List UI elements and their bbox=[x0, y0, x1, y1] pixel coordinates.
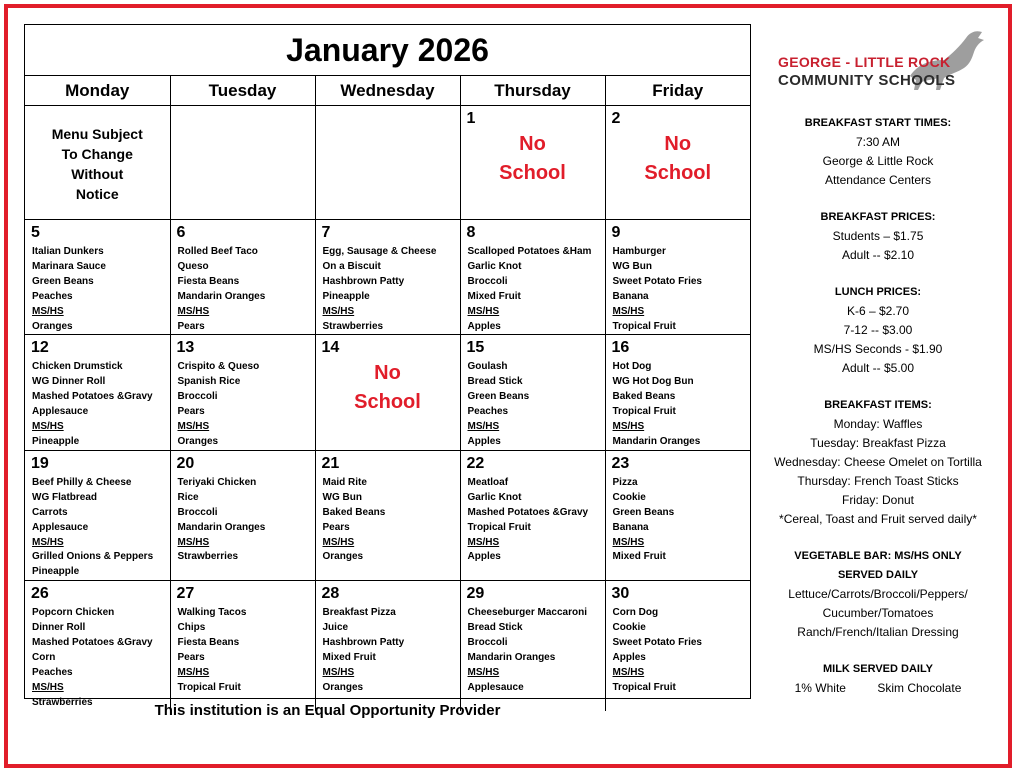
menu-item: Crispito & Queso bbox=[177, 361, 260, 373]
day-cell bbox=[170, 450, 315, 580]
menu-item: Oranges bbox=[322, 681, 364, 693]
menu-items bbox=[178, 245, 315, 334]
no-school-label bbox=[606, 130, 751, 188]
weekday-friday: Friday bbox=[605, 76, 750, 106]
day-cell bbox=[25, 450, 170, 580]
menu-item: Broccoli bbox=[177, 391, 218, 403]
day-number: 15 bbox=[466, 339, 485, 357]
ms-hs-label: MS/HS bbox=[467, 305, 500, 317]
day-cell bbox=[605, 335, 750, 450]
week-row bbox=[25, 581, 750, 711]
day-cell bbox=[170, 106, 315, 220]
menu-item: Apples bbox=[612, 651, 646, 663]
info-line: K-6 – $2.70 bbox=[846, 304, 910, 318]
menu-item: Tropical Fruit bbox=[612, 320, 676, 332]
menu-item: Baked Beans bbox=[322, 506, 386, 518]
milk-option: 1% White bbox=[794, 681, 846, 695]
info-line: Wednesday: Cheese Omelet on Tortilla bbox=[774, 455, 982, 469]
day-number: 30 bbox=[611, 585, 630, 603]
menu-item: Hashbrown Patty bbox=[322, 637, 405, 649]
menu-items bbox=[613, 245, 751, 334]
menu-item: Strawberries bbox=[322, 320, 384, 332]
menu-item: Breakfast Pizza bbox=[322, 607, 396, 619]
weekday-header-row bbox=[25, 76, 750, 106]
no-school-line: School bbox=[499, 162, 566, 184]
menu-items bbox=[613, 360, 751, 449]
menu-item: Mandarin Oranges bbox=[612, 435, 701, 447]
info-section bbox=[760, 396, 996, 529]
info-line: Adult -- $5.00 bbox=[841, 361, 915, 375]
menu-item: Peaches bbox=[467, 406, 509, 418]
equal-opportunity-footer bbox=[24, 702, 751, 720]
menu-item: Broccoli bbox=[467, 637, 508, 649]
info-heading: VEGETABLE BAR: MS/HS ONLY bbox=[794, 550, 962, 562]
menu-item: Sweet Potato Fries bbox=[612, 637, 702, 649]
info-heading: BREAKFAST PRICES: bbox=[820, 211, 936, 223]
menu-item: Hashbrown Patty bbox=[322, 275, 405, 287]
menu-items bbox=[178, 606, 315, 695]
day-cell bbox=[315, 335, 460, 450]
school-logo bbox=[760, 24, 996, 96]
no-school-line: No bbox=[519, 133, 546, 155]
menu-item: Tropical Fruit bbox=[467, 521, 531, 533]
menu-item: Mixed Fruit bbox=[467, 290, 521, 302]
day-cell bbox=[170, 220, 315, 335]
ms-hs-label: MS/HS bbox=[612, 421, 645, 433]
menu-item: Apples bbox=[467, 551, 501, 563]
menu-items bbox=[613, 606, 751, 695]
menu-item: Chicken Drumstick bbox=[32, 361, 123, 373]
week-row bbox=[25, 335, 750, 450]
menu-item: Broccoli bbox=[467, 275, 508, 287]
footer-text: This institution is an Equal Opportunity Provider bbox=[154, 702, 501, 719]
menu-items bbox=[178, 476, 315, 565]
menu-item: Mashed Potatoes &Gravy bbox=[32, 391, 153, 403]
day-number: 27 bbox=[176, 585, 195, 603]
info-heading: BREAKFAST ITEMS: bbox=[824, 399, 932, 411]
menu-item: Oranges bbox=[322, 551, 364, 563]
ms-hs-label: MS/HS bbox=[467, 536, 500, 548]
menu-item: Applesauce bbox=[32, 406, 89, 418]
menu-items bbox=[468, 245, 605, 334]
info-line: Tuesday: Breakfast Pizza bbox=[810, 436, 946, 450]
menu-item: Maid Rite bbox=[322, 476, 367, 488]
info-line: MS/HS Seconds - $1.90 bbox=[813, 342, 943, 356]
day-number: 14 bbox=[321, 339, 340, 357]
calendar-grid bbox=[25, 76, 750, 711]
menu-item: Chips bbox=[177, 622, 206, 634]
menu-item: Green Beans bbox=[467, 391, 530, 403]
menu-items bbox=[323, 245, 460, 334]
menu-item: Pineapple bbox=[32, 566, 80, 578]
ms-hs-label: MS/HS bbox=[32, 305, 64, 317]
info-line: Ranch/French/Italian Dressing bbox=[797, 625, 959, 639]
menu-item: Oranges bbox=[32, 320, 73, 332]
info-section bbox=[760, 208, 996, 265]
ms-hs-label: MS/HS bbox=[32, 536, 64, 548]
info-line: Lettuce/Carrots/Broccoli/Peppers/ bbox=[788, 587, 968, 601]
menu-item: Mandarin Oranges bbox=[177, 521, 266, 533]
day-number: 26 bbox=[31, 585, 49, 603]
day-cell bbox=[605, 581, 750, 711]
week-row bbox=[25, 106, 750, 220]
info-sidebar bbox=[760, 24, 996, 698]
menu-item: Mandarin Oranges bbox=[177, 290, 266, 302]
menu-item: Cheeseburger Maccaroni bbox=[467, 607, 587, 619]
menu-items bbox=[323, 476, 460, 565]
info-section bbox=[760, 283, 996, 378]
ms-hs-label: MS/HS bbox=[177, 421, 210, 433]
ms-hs-label: MS/HS bbox=[322, 305, 355, 317]
menu-item: WG Bun bbox=[322, 491, 362, 503]
menu-item: Baked Beans bbox=[612, 391, 676, 403]
menu-item: Garlic Knot bbox=[467, 260, 522, 272]
menu-items bbox=[468, 360, 605, 449]
menu-item: Pears bbox=[177, 651, 205, 663]
menu-item: WG Bun bbox=[612, 260, 652, 272]
ms-hs-label: MS/HS bbox=[32, 681, 64, 693]
menu-item: Bread Stick bbox=[467, 376, 523, 388]
menu-item: Beef Philly & Cheese bbox=[32, 476, 132, 488]
day-number: 5 bbox=[31, 224, 40, 241]
info-line: Students – $1.75 bbox=[832, 229, 924, 243]
no-school-line: School bbox=[354, 391, 421, 414]
info-line: *Cereal, Toast and Fruit served daily* bbox=[779, 512, 977, 526]
menu-item: Pineapple bbox=[32, 435, 80, 447]
menu-item: Green Beans bbox=[612, 506, 675, 518]
menu-item: Applesauce bbox=[32, 521, 89, 533]
menu-item: Banana bbox=[612, 290, 649, 302]
day-cell bbox=[605, 220, 750, 335]
day-number: 9 bbox=[611, 224, 621, 241]
menu-item: Marinara Sauce bbox=[32, 260, 106, 272]
milk-option: Skim Chocolate bbox=[877, 681, 962, 695]
notice-line: Menu Subject bbox=[51, 126, 143, 142]
menu-item: Strawberries bbox=[177, 551, 239, 563]
menu-item: Mashed Potatoes &Gravy bbox=[467, 506, 589, 518]
info-line: George & Little Rock bbox=[822, 154, 934, 168]
day-number: 29 bbox=[466, 585, 485, 603]
day-cell bbox=[25, 220, 170, 335]
ms-hs-label: MS/HS bbox=[322, 536, 355, 548]
day-number: 7 bbox=[321, 224, 331, 241]
weekday-wednesday: Wednesday bbox=[315, 76, 460, 106]
no-school-line: No bbox=[374, 362, 401, 385]
menu-items bbox=[468, 606, 605, 695]
menu-item: Tropical Fruit bbox=[612, 681, 676, 693]
ms-hs-label: MS/HS bbox=[467, 421, 500, 433]
menu-item: Pears bbox=[177, 406, 205, 418]
menu-item: Mandarin Oranges bbox=[467, 651, 556, 663]
menu-item: Italian Dunkers bbox=[32, 246, 104, 257]
day-cell bbox=[315, 450, 460, 580]
menu-item: Pears bbox=[177, 320, 205, 332]
menu-item: Walking Tacos bbox=[177, 607, 247, 619]
menu-items bbox=[178, 360, 315, 449]
menu-item: Peaches bbox=[32, 666, 73, 678]
menu-item: Garlic Knot bbox=[467, 491, 522, 503]
menu-item: Pears bbox=[322, 521, 350, 533]
no-school-label bbox=[461, 130, 605, 188]
menu-item: Mixed Fruit bbox=[612, 551, 666, 563]
menu-item: Strawberries bbox=[32, 696, 93, 708]
menu-item: Grilled Onions & Peppers bbox=[32, 551, 154, 563]
day-number: 20 bbox=[176, 454, 195, 472]
day-number: 22 bbox=[466, 454, 485, 472]
menu-item: WG Flatbread bbox=[32, 491, 98, 503]
week-row bbox=[25, 220, 750, 335]
info-section bbox=[760, 547, 996, 642]
weekday-monday: Monday bbox=[25, 76, 170, 106]
notice-line: Without bbox=[71, 166, 124, 182]
menu-items bbox=[613, 476, 751, 565]
menu-item: Goulash bbox=[467, 361, 508, 373]
menu-items bbox=[32, 245, 170, 334]
menu-item: Popcorn Chicken bbox=[32, 607, 115, 619]
ms-hs-label: MS/HS bbox=[612, 536, 645, 548]
logo-district-label: COMMUNITY SCHOOLS bbox=[778, 72, 956, 89]
day-cell bbox=[170, 335, 315, 450]
menu-items bbox=[32, 476, 170, 580]
day-number: 23 bbox=[611, 454, 630, 472]
menu-item: Fiesta Beans bbox=[177, 275, 240, 287]
menu-item: Teriyaki Chicken bbox=[177, 476, 257, 488]
day-cell bbox=[460, 220, 605, 335]
menu-item: Pizza bbox=[612, 476, 638, 488]
no-school-line: No bbox=[664, 133, 692, 155]
weekday-thursday: Thursday bbox=[460, 76, 605, 106]
menu-item: Pineapple bbox=[322, 290, 370, 302]
no-school-label bbox=[316, 359, 460, 417]
day-number: 13 bbox=[176, 339, 195, 357]
ms-hs-label: MS/HS bbox=[612, 305, 645, 317]
menu-item: Tropical Fruit bbox=[612, 406, 676, 418]
ms-hs-label: MS/HS bbox=[177, 305, 210, 317]
menu-item: Fiesta Beans bbox=[177, 637, 240, 649]
menu-item: Cookie bbox=[612, 622, 646, 634]
day-cell bbox=[315, 220, 460, 335]
day-cell bbox=[25, 581, 170, 711]
ms-hs-label: MS/HS bbox=[612, 666, 645, 678]
day-cell bbox=[315, 106, 460, 220]
menu-calendar bbox=[24, 24, 751, 708]
menu-item: Oranges bbox=[177, 435, 219, 447]
menu-item: Rolled Beef Taco bbox=[177, 246, 258, 257]
day-cell bbox=[25, 335, 170, 450]
info-line: 7:30 AM bbox=[855, 135, 901, 149]
day-cell bbox=[460, 581, 605, 711]
menu-item: WG Dinner Roll bbox=[32, 376, 106, 388]
info-heading: LUNCH PRICES: bbox=[834, 286, 922, 298]
menu-items bbox=[323, 606, 460, 695]
menu-item: Mashed Potatoes &Gravy bbox=[32, 637, 153, 649]
info-line: Attendance Centers bbox=[824, 173, 932, 187]
day-number: 21 bbox=[321, 454, 340, 472]
day-number: 19 bbox=[31, 454, 49, 472]
menu-item: Scalloped Potatoes &Ham bbox=[467, 246, 592, 257]
menu-items bbox=[32, 360, 170, 449]
menu-item: Sweet Potato Fries bbox=[612, 275, 702, 287]
notice-line: Notice bbox=[75, 186, 119, 202]
menu-item: Apples bbox=[467, 320, 501, 332]
notice-line: To Change bbox=[61, 146, 133, 162]
menu-item: Mixed Fruit bbox=[322, 651, 376, 663]
day-number: 16 bbox=[611, 339, 630, 357]
day-number: 6 bbox=[176, 224, 186, 241]
day-cell bbox=[460, 106, 605, 220]
info-line: 7-12 -- $3.00 bbox=[843, 323, 913, 337]
menu-item: On a Biscuit bbox=[322, 260, 381, 272]
menu-item: Spanish Rice bbox=[177, 376, 241, 388]
day-number: 8 bbox=[466, 224, 476, 241]
day-number: 1 bbox=[466, 110, 476, 127]
ms-hs-label: MS/HS bbox=[177, 536, 210, 548]
info-line: Thursday: French Toast Sticks bbox=[797, 474, 959, 488]
info-line: Monday: Waffles bbox=[833, 417, 923, 431]
menu-item: Cookie bbox=[612, 491, 646, 503]
info-heading: BREAKFAST START TIMES: bbox=[804, 117, 952, 129]
ms-hs-label: MS/HS bbox=[177, 666, 210, 678]
menu-item: Bread Stick bbox=[467, 622, 523, 634]
info-line: Friday: Donut bbox=[841, 493, 915, 507]
menu-item: Meatloaf bbox=[467, 476, 509, 488]
day-cell bbox=[605, 450, 750, 580]
menu-items bbox=[32, 606, 170, 710]
menu-item: Egg, Sausage & Cheese bbox=[322, 246, 437, 257]
day-cell bbox=[460, 450, 605, 580]
menu-items bbox=[468, 476, 605, 565]
day-cell bbox=[25, 106, 170, 220]
no-school-line: School bbox=[644, 162, 712, 184]
milk-options bbox=[760, 679, 996, 698]
menu-item: Peaches bbox=[32, 290, 73, 302]
week-row bbox=[25, 450, 750, 580]
milk-heading: MILK SERVED DAILY bbox=[822, 663, 934, 675]
ms-hs-label: MS/HS bbox=[322, 666, 355, 678]
menu-notice bbox=[25, 106, 170, 204]
menu-item: Banana bbox=[612, 521, 649, 533]
menu-item: Corn bbox=[32, 651, 56, 663]
menu-item: Dinner Roll bbox=[32, 622, 86, 634]
info-line: Adult -- $2.10 bbox=[841, 248, 915, 262]
day-cell bbox=[605, 106, 750, 220]
day-cell bbox=[460, 335, 605, 450]
menu-item: Hot Dog bbox=[612, 361, 652, 373]
menu-item: Green Beans bbox=[32, 275, 94, 287]
ms-hs-label: MS/HS bbox=[467, 666, 500, 678]
menu-item: Broccoli bbox=[177, 506, 218, 518]
day-number: 12 bbox=[31, 339, 49, 357]
day-cell bbox=[170, 581, 315, 711]
calendar-title: January 2026 bbox=[25, 25, 750, 76]
info-line: SERVED DAILY bbox=[837, 569, 919, 581]
menu-item: Rice bbox=[177, 491, 199, 503]
ms-hs-label: MS/HS bbox=[32, 421, 64, 433]
menu-item: Hamburger bbox=[612, 246, 666, 257]
menu-item: Tropical Fruit bbox=[177, 681, 241, 693]
menu-item: Applesauce bbox=[467, 681, 524, 693]
weekday-tuesday: Tuesday bbox=[170, 76, 315, 106]
menu-item: Corn Dog bbox=[612, 607, 659, 619]
menu-item: Queso bbox=[177, 260, 209, 272]
menu-item: Carrots bbox=[32, 506, 68, 518]
menu-item: WG Hot Dog Bun bbox=[612, 376, 694, 388]
menu-item: Apples bbox=[467, 435, 501, 447]
info-section bbox=[760, 114, 996, 190]
milk-section bbox=[760, 660, 996, 698]
day-number: 2 bbox=[611, 110, 621, 127]
menu-item: Juice bbox=[322, 622, 349, 634]
info-line: Cucumber/Tomatoes bbox=[822, 606, 934, 620]
day-number: 28 bbox=[321, 585, 340, 603]
logo-school-name: GEORGE - LITTLE ROCK bbox=[778, 54, 951, 70]
day-cell bbox=[315, 581, 460, 711]
